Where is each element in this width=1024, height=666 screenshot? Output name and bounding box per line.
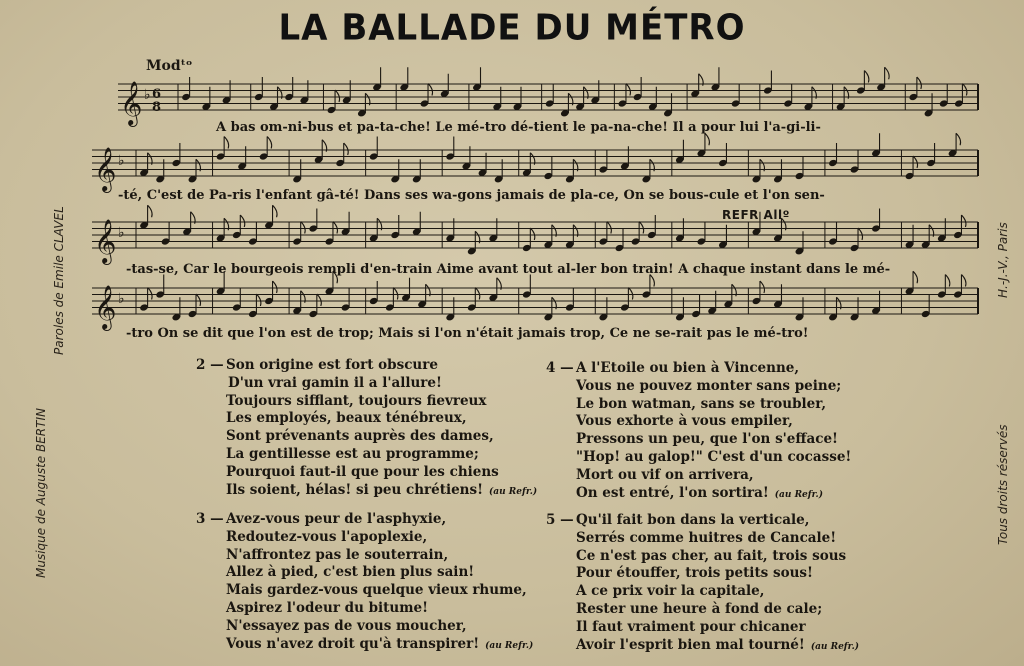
note-flag	[273, 281, 278, 293]
refrain-note: (au Refr.)	[774, 489, 823, 500]
verse-line: Aspirez l'odeur du bitume!	[226, 599, 429, 616]
note-flag	[913, 271, 918, 283]
note-flag	[864, 71, 869, 83]
verse-line: Les employés, beaux ténébreux,	[226, 410, 467, 427]
verse-line: D'un vrai gamin il a l'allure!	[228, 374, 442, 391]
key-signature-flat: ♭	[118, 291, 125, 307]
verse-line: N'essayez pas de vous moucher,	[226, 617, 467, 634]
lyric-line-2: -té, C'est de Pa-ris l'enfant gâ-té! Dans ses wa-gons jamais de pla-ce, On se bous-cule et l'on sen-	[118, 188, 825, 203]
note-flag	[961, 215, 966, 227]
verse-line	[226, 482, 537, 502]
note-flag	[428, 84, 433, 96]
verse-line: Mort ou vif on arrivera,	[576, 466, 754, 483]
time-signature-top: 6	[152, 87, 162, 102]
treble-clef: 𝄞	[94, 285, 117, 329]
key-signature-flat: ♭	[118, 225, 125, 241]
note-flag	[705, 133, 710, 145]
note-flag	[961, 275, 966, 287]
note-flag	[945, 275, 950, 287]
lyric-line-4: -tro On se dit que l'on est de trop; Mais si l'on n'était jamais trop, Ce ne se-rait pas le mé-tro!	[126, 326, 809, 341]
lyric-line-3: -tas-se, Car le bourgeois rempli d'en-train Aime avant tout al-ler bon train! A chaque instant dans le mé-	[126, 262, 891, 277]
rights-notice: Tous droits réservés	[996, 424, 1010, 545]
verse-line: Toujours sifflant, toujours fievreux	[226, 392, 487, 409]
page-title: LA BALLADE DU MÉTRO	[278, 7, 746, 49]
verse-line: Il faut vraiment pour chicaner	[576, 618, 806, 635]
note-flag	[628, 288, 633, 300]
verse-line: Qu'il fait bon dans la verticale,	[576, 512, 810, 528]
note-flag	[639, 222, 644, 234]
verse-line: Son origine est fort obscure	[226, 357, 438, 373]
refrain-note: (au Refr.)	[810, 641, 859, 652]
note-flag	[344, 143, 349, 155]
note-flag	[475, 288, 480, 300]
verse-line: Redoutez-vous l'apoplexie,	[226, 528, 428, 545]
note-flag	[917, 77, 922, 89]
verse-line	[576, 485, 851, 505]
verse-5	[546, 512, 859, 656]
verse-text: On est entré, l'on sortira!	[576, 484, 769, 501]
treble-clef: 𝄞	[94, 219, 117, 263]
verse-line: Vous exhorte à vous empiler,	[576, 413, 793, 430]
verse-line: Vous ne pouvez monter sans peine;	[576, 377, 842, 394]
note-flag	[267, 137, 272, 149]
note-flag	[530, 228, 535, 240]
note-flag	[273, 205, 278, 217]
note-flag	[956, 133, 961, 145]
verse-text: Avoir l'esprit bien mal tourné!	[576, 636, 805, 653]
publisher-credit: H.-J.-V., Paris	[996, 222, 1010, 298]
verse-line: Le bon watman, sans se troubler,	[576, 395, 827, 412]
verse-line: Ce n'est pas cher, au fait, trois sous	[576, 547, 847, 564]
music-credit: Musique de Auguste BERTIN	[34, 408, 48, 578]
note-flag	[224, 137, 229, 149]
note-flag	[885, 67, 890, 79]
note-flag	[196, 294, 201, 306]
verse-line	[576, 637, 859, 657]
verse-number: 2 —	[196, 357, 224, 373]
note-flag	[148, 205, 153, 217]
verse-4	[546, 360, 852, 504]
note-flag	[317, 294, 322, 306]
verse-line: Pour étouffer, trois petits sous!	[576, 565, 813, 582]
note-flag	[256, 294, 261, 306]
refrain-marking: REFR Allº	[722, 208, 790, 222]
note-flag	[607, 222, 612, 234]
verse-number: 3 —	[196, 511, 224, 527]
verse-3	[196, 511, 534, 655]
verse-line: Mais gardez-vous quelque vieux rhume,	[226, 582, 527, 599]
key-signature-flat: ♭	[144, 87, 151, 103]
note-flag	[148, 288, 153, 300]
verse-number: 5 —	[546, 512, 574, 528]
note-flag	[913, 156, 918, 168]
lyrics-credit: Paroles de Emile CLAVEL	[52, 206, 66, 355]
verse-line: Allez à pied, c'est bien plus sain!	[226, 564, 475, 581]
verse-line: Avez-vous peur de l'asphyxie,	[226, 511, 447, 527]
note-flag	[240, 215, 245, 227]
refrain-note: (au Refr.)	[489, 486, 538, 497]
note-flag	[301, 222, 306, 234]
staff-lines	[92, 81, 978, 331]
lyric-line-1: A bas om-ni-bus et pa-ta-che! Le mé-tro dé-tient le pa-na-che! Il a pour lui l'a-gi-li-	[216, 120, 821, 135]
refrain-note: (au Refr.)	[485, 640, 534, 651]
verse-line: N'affrontez pas le souterrain,	[226, 546, 449, 563]
verse-number: 4 —	[546, 360, 574, 376]
verse-line: Rester une heure à fond de cale;	[576, 600, 823, 617]
time-signature-bottom: 8	[152, 100, 162, 115]
tempo-marking: Modᵗᵒ	[146, 58, 193, 74]
verse-line: A l'Etoile ou bien à Vincenne,	[576, 360, 800, 376]
verse-line: "Hop! au galop!" C'est d'un cocasse!	[576, 448, 852, 465]
treble-clef: 𝄞	[94, 147, 117, 191]
note-flag	[760, 281, 765, 293]
verse-2	[196, 357, 538, 501]
verse-line: Pourquoi faut-il que pour les chiens	[226, 463, 499, 480]
verse-line	[226, 636, 533, 656]
verse-line: A ce prix voir la capitale,	[576, 583, 765, 600]
note-flag	[626, 84, 631, 96]
treble-clef: 𝄞	[120, 81, 143, 125]
verse-line: Sont prévenants auprès des dames,	[226, 428, 494, 445]
note-flag	[333, 222, 338, 234]
note-flag	[335, 90, 340, 102]
verse-line: Pressons un peu, que l'on s'efface!	[576, 431, 838, 448]
verse-text: Vous n'avez droit qu'à transpirer!	[226, 635, 480, 652]
key-signature-flat: ♭	[118, 153, 125, 169]
verse-line: Serrés comme huitres de Cancale!	[576, 529, 837, 546]
verse-text: Ils soient, hélas! si peu chrétiens!	[226, 481, 484, 498]
note-flag	[962, 84, 967, 96]
note-flag	[858, 228, 863, 240]
verse-line: La gentillesse est au programme;	[226, 445, 479, 462]
note-flag	[393, 288, 398, 300]
